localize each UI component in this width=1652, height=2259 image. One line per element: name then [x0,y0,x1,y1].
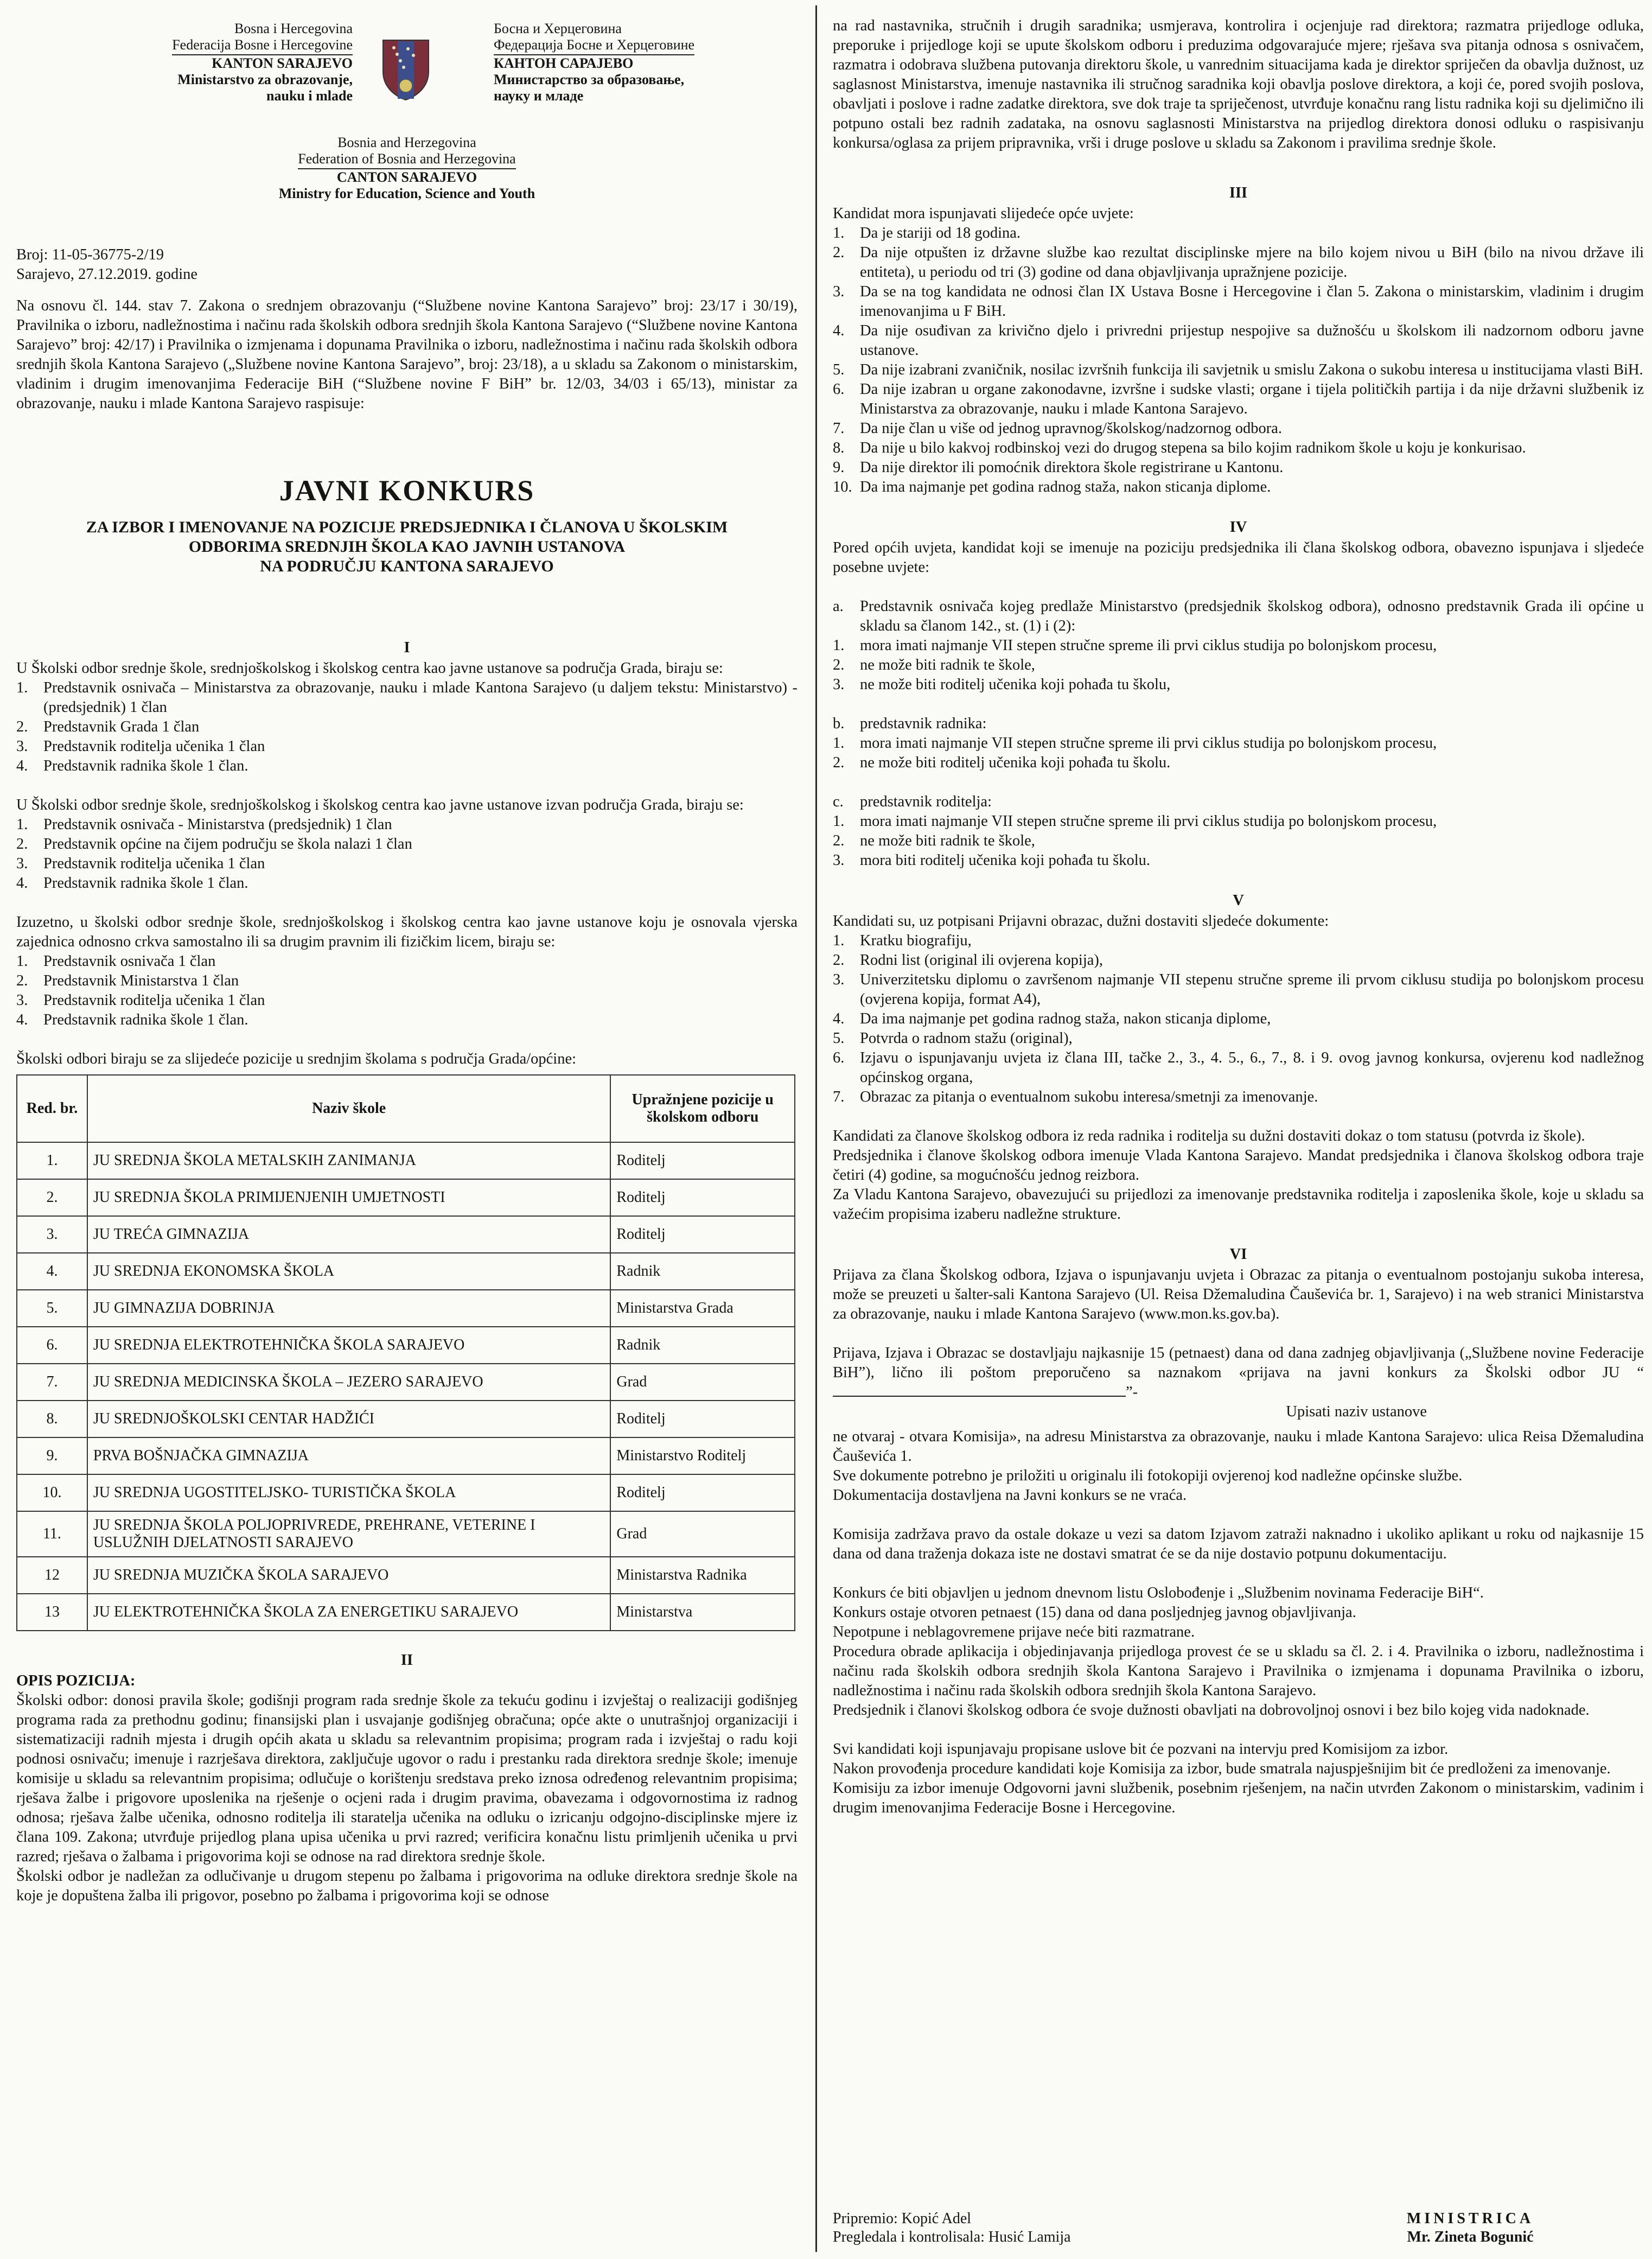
section-paragraph: Svi kandidati koji ispunjavaju propisane uslove bit će pozvani na intervju pred Komisijom za izbor. [833,1741,1449,1758]
section-paragraph: U Školski odbor srednje škole, srednjoškolskog i školskog centra kao javne ustanove izvan područja Grada, biraju se: [16,797,744,813]
list-item: 1. mora imati najmanje VII stepen stručne spreme ili prvi ciklus studija po bolonjskom procesu, [833,735,1437,752]
fill-in-note: Upisati naziv ustanove [1286,1403,1427,1420]
letterhead-latin: Bosna i Hercegovina Federacija Bosne i Hercegovine KANTON SARAJEVO Ministarstvo za obrazovanje, nauku i mlade [172,21,353,104]
row-number-cell: 2. [17,1179,87,1216]
section-paragraph: Prijava za člana Školskog odbora, Izjava o ispunjavanju uvjeta i Obrazac za pitanja o eventualnom postojanju sukoba interesa, može se preuzeti u šalter-sali Kantona Sarajevo (Ul. Reisa Džemaludina Čauševića br. 1, Sarajevo) i na web stranici Ministarstva za obrazovanje, nauku i mlade Kantona Sarajevo (www.mon.ks.gov.ba). [833,1267,1644,1322]
list-item: 1. Predstavnik osnivača - Ministarstva (predsjednik) 1 član [16,816,392,833]
list-item: 3. mora biti roditelj učenika koji pohađa tu školu. [833,852,1151,869]
list-item: 3. Univerzitetsku diplomu o završenom najmanje VII stepenu stručne spreme ili prvom ciklusu studija po bolonjskom procesu (ovjerena kopija, format A4), [833,971,1644,1008]
document-title: JAVNI KONKURS [279,474,535,507]
school-name-cell: JU SREDNJA ELEKTROTEHNIČKA ŠKOLA SARAJEVO [87,1327,611,1364]
list-item: 3. Predstavnik roditelja učenika 1 član [16,992,265,1009]
position-cell: Roditelj [610,1474,795,1511]
section-paragraph: Nakon provođenja procedure kandidati koje Komisija za izbor, bude smatrala najuspješnijim bit će predloženi za imenovanje. [833,1760,1611,1777]
letterhead-cyrillic: Босна и Херцеговина Федерација Босне и Херцеговине КАНТОН САРАЈЕВО Министарство за образовање, науку и младе [494,21,695,104]
table-row [17,1511,795,1557]
table-row [17,1474,795,1511]
coat-of-arms-icon [381,38,431,102]
section-paragraph: Predsjednik i članovi školskog odbora će svoje dužnosti obavljati na dobrovoljnoj osnovi i bez bilo kojeg vida nadoknade. [833,1702,1590,1719]
list-item: 6. Da nije izabran u organe zakonodavne, izvršne i sudske vlasti; organe i tijela političkih partija i da nije državni službenik iz Ministarstva za obrazovanje, nauku i mlade Kantona Sarajevo. [833,381,1644,417]
table-row [17,1594,795,1631]
list-item: 1. mora imati najmanje VII stepen stručne spreme ili prvi ciklus studija po bolonjskom procesu, [833,637,1437,654]
section-paragraph: Procedura obrade aplikacija i objedinjavanja prijedloga provest će se u skladu sa čl. 2. i 4. Pravilnika o izboru, nadležnostima i načinu rada školskih odbora srednjih škola Kantona Sarajevo i Pravilnika o izmjenama i dopunama Pravilnika o izboru, nadležnostima i načinu rada školskih odbora srednjih škola Kantona Sarajevo. [833,1643,1644,1699]
position-cell: Ministarstvo Roditelj [610,1437,795,1474]
reference-number: Broj: 11-05-36775-2/19 [16,246,164,263]
right-column [833,16,1644,2252]
column-divider [815,5,817,2252]
section-heading: IV [1229,519,1247,536]
list-item: 1. mora imati najmanje VII stepen stručne spreme ili prvi ciklus studija po bolonjskom procesu, [833,813,1437,830]
table-row [17,1142,795,1179]
row-number-cell: 6. [17,1327,87,1364]
table-row [17,1216,795,1253]
table-row [17,1401,795,1437]
row-number-cell: 13 [17,1594,87,1631]
section-paragraph: U Školski odbor srednje škole, srednjoškolskog i školskog centra kao javne ustanove sa područja Grada, biraju se: [16,660,723,677]
row-number-cell: 7. [17,1364,87,1401]
list-item: 4. Da ima najmanje pet godina radnog staža, nakon sticanja diplome, [833,1010,1271,1027]
row-number-cell: 8. [17,1401,87,1437]
section-heading: V [1233,892,1244,909]
school-name-cell: JU ELEKTROTEHNIČKA ŠKOLA ZA ENERGETIKU SARAJEVO [87,1594,611,1631]
row-number-cell: 11. [17,1511,87,1557]
list-item: 2. Predstavnik Ministarstva 1 član [16,972,239,989]
signatory-name: Mr. Zineta Bogunić [1407,2229,1534,2245]
list-item: c. predstavnik roditelja: [833,793,992,810]
position-cell: Ministarstva Radnika [610,1557,795,1594]
table-row [17,1437,795,1474]
row-number-cell: 9. [17,1437,87,1474]
section-paragraph: ne otvaraj - otvara Komisija», na adresu Ministarstva za obrazovanje, nauku i mlade Kantona Sarajevo: ulica Reisa Džemaludina Čauševića 1. [833,1428,1644,1465]
section-paragraph: Kandidati za članove školskog odbora iz reda radnika i roditelja su dužni dostaviti dokaz o tom statusu (potvrda iz škole). [833,1128,1585,1144]
section-paragraph: Kandidati su, uz potpisani Prijavni obrazac, dužni dostaviti sljedeće dokumente: [833,913,1329,930]
list-item: 2. Rodni list (original ili ovjerena kopija), [833,952,1103,969]
list-item: 3. Da se na tog kandidata ne odnosi član IX Ustava Bosne i Hercegovine i član 5. Zakona o ministarskim, vladinim i drugim imenovanjima u F BiH. [833,283,1644,320]
section-paragraph: Pored općih uvjeta, kandidat koji se imenuje na poziciju predsjednika ili člana školskog odbora, obavezno ispunjava i sljedeće posebne uvjete: [833,539,1644,576]
school-name-cell: JU SREDNJA MUZIČKA ŠKOLA SARAJEVO [87,1557,611,1594]
school-name-cell: JU SREDNJA ŠKOLA POLJOPRIVREDE, PREHRANE, VETERINE I USLUŽNIH DJELATNOSTI SARAJEVO [87,1511,611,1557]
list-item: 7. Obrazac za pitanja o eventualnom sukobu interesa/smetnji za imenovanje. [833,1089,1318,1105]
position-cell: Roditelj [610,1179,795,1216]
school-name-cell: JU SREDNJA EKONOMSKA ŠKOLA [87,1253,611,1290]
section-paragraph: Konkurs ostaje otvoren petnaest (15) dana od dana posljednjeg javnog objavljivanja. [833,1604,1356,1621]
section-paragraph: Školski odbor: donosi pravila škole; godišnji program rada srednje škole za tekuću godinu i izvještaj o realizaciji godišnjeg programa rada za prethodnu godinu; finansijski plan i usvajanje godišnjeg obračuna; opće akte o unutrašnjoj organizaciji i sistematizaciji radnih mjesta i drugih općih akata u skladu sa relevantnim propisima; program rada i izvještaj o radu koji podnosi osnivaču; imenuje i razrješava direktora, zaključuje ugovor o radu i prestanku rada direktora srednje škole; imenuje komisije u skladu sa relevantnim propisima; odlučuje o korištenju sredstava preko iznosa određenog relevantnim propisima; rješava žalbe i prigovore uposlenika na rješenje o ocjeni rada i drugim pravima, obavezama i odgovornostima iz radnog odnosa; rješava žalbe učenika, odnosno roditelja ili staratelja učenika na odluku o izricanju odgojno-disciplinske mjere iz člana 109. Zakona; utvrđuje prijedlog plana upisa učenika u prvi razred; verificira konačnu listu primljenih učenika u prvi razred; rješava o žalbama i prigovorima koji se odnose na rad direktora srednje škole. [16,1692,798,1865]
list-item: 2. Predstavnik Grada 1 član [16,718,200,735]
column-header: Red. br. [17,1075,87,1142]
table-row [17,1557,795,1594]
section-paragraph: Komisiju za izbor imenuje Odgovorni javni službenik, posebnim rješenjem, na način utvrđen Zakonom o ministarskim, vadinim i drugim imenovanjima Federacije Bosne i Hercegovine. [833,1780,1644,1816]
list-item: 10. Da ima najmanje pet godina radnog staža, nakon sticanja diplome. [833,479,1271,495]
section-paragraph: Sve dokumente potrebno je priložiti u originalu ili fotokopiji ovjerenoj kod nadležne općinske službe. [833,1467,1463,1484]
list-item: 2. ne može biti roditelj učenika koji pohađa tu školu. [833,754,1171,771]
column-header: Naziv škole [87,1075,611,1142]
row-number-cell: 3. [17,1216,87,1253]
list-item: 2. ne može biti radnik te škole, [833,657,1035,673]
section-heading: I [404,639,410,656]
section-heading: III [1229,184,1248,201]
row-number-cell: 10. [17,1474,87,1511]
list-item: 5. Da nije izabrani zvaničnik, nosilac izvršnih funkcija ili savjetnik u smislu Zakona o sukobu interesa u institucijama vlasti BiH. [833,361,1643,378]
signature-block [1394,2210,1546,2247]
list-item: 6. Izjavu o ispunjavanju uvjeta iz člana III, tačke 2., 3., 4. 5., 6., 7., 8. i 9. ovog javnog konkursa, ovjerenu kod nadležnog općinskog organa, [833,1049,1644,1086]
position-cell: Radnik [610,1327,795,1364]
row-number-cell: 5. [17,1290,87,1327]
position-cell: Roditelj [610,1216,795,1253]
reviewed-by: Pregledala i kontrolisala: Husić Lamija [833,2229,1071,2245]
list-item: 3. Predstavnik roditelja učenika 1 član [16,738,265,755]
school-name-cell: PRVA BOŠNJAČKA GIMNAZIJA [87,1437,611,1474]
document-subtitle-line: ODBORIMA SREDNJIH ŠKOLA KAO JAVNIH USTANOVA [188,538,626,556]
school-name-cell: JU SREDNJA ŠKOLA PRIMIJENJENIH UMJETNOSTI [87,1179,611,1216]
school-name-cell: JU SREDNJA MEDICINSKA ŠKOLA – JEZERO SARAJEVO [87,1364,611,1401]
section-paragraph: Za Vladu Kantona Sarajevo, obavezujući su prijedlozi za imenovanje predstavnika roditelja i zaposlenika škole, koje u skladu sa važećim propisima izaberu nadležne strukture. [833,1186,1644,1223]
section-paragraph: Predsjednika i članove školskog odbora imenuje Vlada Kantona Sarajevo. Mandat predsjednika i članova školskog odbora traje četiri (4) godine, sa mogućnošću jednog reizbora. [833,1147,1644,1183]
list-item: 2. ne može biti radnik te škole, [833,832,1035,849]
list-item: 5. Potvrda o radnom stažu (original), [833,1030,1073,1047]
list-item: 7. Da nije član u više od jednog upravnog/školskog/nadzornog odbora. [833,420,1283,437]
letterhead-english: Bosnia and Herzegovina Federation of Bosnia and Herzegovina CANTON SARAJEVO Ministry for Education, Science and Youth [278,135,535,201]
position-cell: Grad [610,1364,795,1401]
list-item: 1. Predstavnik osnivača – Ministarstva za obrazovanje, nauku i mlade Kantona Sarajevo (u daljem tekstu: Ministarstvo) - (predsjednik) 1 član [16,679,798,716]
section-paragraph: Dokumentacija dostavljena na Javni konkurs se ne vraća. [833,1487,1187,1504]
section-paragraph: Komisija zadržava pravo da ostale dokaze u vezi sa datom Izjavom zatraži naknadno i ukoliko aplikant u roku od najkasnije 15 dana od dana traženja dokaza iste ne dostavi smatrat će se da nije dostavio potpunu dokumentaciju. [833,1526,1644,1562]
row-number-cell: 4. [17,1253,87,1290]
section-paragraph: Školski odbor je nadležan za odlučivanje u drugom stepenu po žalbama i prigovorima na odluke direktora srednje škole na koje je dopuštena žalba ili prigovor, posebno po žalbama i prigovorima koji se odnose [16,1868,798,1904]
school-name-cell: JU SREDNJA ŠKOLA METALSKIH ZANIMANJA [87,1142,611,1179]
table-row [17,1290,795,1327]
list-item: 3. Predstavnik roditelja učenika 1 član [16,855,265,872]
left-column [16,16,798,2252]
list-item: 9. Da nije direktor ili pomoćnik direktora škole registrirane u Kantonu. [833,459,1284,476]
list-item: 2. Da nije otpušten iz državne službe kao rezultat disciplinske mjere na bilo kojem nivou u BiH (bilo na nivou države ili entiteta), u periodu od tri (3) godine od dana objavljivanja upražnjene pozicije. [833,244,1644,281]
position-cell: Radnik [610,1253,795,1290]
intro-paragraph: Na osnovu čl. 144. stav 7. Zakona o srednjem obrazovanju (“Službene novine Kantona Sarajevo” broj: 23/17 i 30/19), Pravilnika o izboru, nadležnostima i načinu rada školskih odbora srednjih škola Kantona Sarajevo (“Službene novine Kantona Sarajevo” broj: 42/17) i Pravilnika o izmjenama i dopunama Pravilnika o izboru, nadležnostima i načinu rada školskih odbora srednjih škola Kantona Sarajevo („Službene novine Kantona Sarajevo”, broj: 23/18), a u skladu sa Zakonom o ministarskim, vladinim i drugim imenovanjima Federacije BiH (“Službene novine F BiH” br. 12/03, 34/03 i 65/13), ministar za obrazovanje, nauku i mlade Kantona Sarajevo raspisuje: [16,297,798,412]
document-subtitle-line: NA PODRUČJU KANTONA SARAJEVO [260,557,554,575]
table-row [17,1179,795,1216]
row-number-cell: 12 [17,1557,87,1594]
school-name-cell: JU SREDNJA UGOSTITELJSKO- TURISTIČKA ŠKOLA [87,1474,611,1511]
schools-table [16,1074,795,1631]
position-cell: Roditelj [610,1401,795,1437]
section-paragraph: Izuzetno, u školski odbor srednje škole, srednjoškolskog i školskog centra kao javne ustanove koju je osnovala vjerska zajednica odnosno crkva samostalno ili sa drugim pravnim ili fizičkim licem, biraju se: [16,914,798,950]
school-name-cell: JU TREĆA GIMNAZIJA [87,1216,611,1253]
general-conditions-list [833,224,1644,497]
table-row [17,1327,795,1364]
list-item: 4. Predstavnik radnika škole 1 član. [16,875,248,892]
position-cell: Roditelj [610,1142,795,1179]
documents-list [833,931,1644,1107]
list-item: b. predstavnik radnika: [833,715,987,732]
list-item: 4. Predstavnik radnika škole 1 član. [16,758,248,774]
position-cell: Grad [610,1511,795,1557]
list-item: 4. Predstavnik radnika škole 1 član. [16,1011,248,1028]
section-paragraph: Prijava, Izjava i Obrazac se dostavljaju najkasnije 15 (petnaest) dana od dana zadnjeg objavljivanja („Službene novine Federacije BiH”), lično ili poštom preporučeno sa naznakom «prijava na javni konkurs za Školski odbor JU “”- [833,1345,1644,1401]
table-intro: Školski odbori biraju se za slijedeće pozicije u srednjim školama s područja Grada/općine: [16,1051,577,1067]
section-paragraph: na rad nastavnika, stručnih i drugih saradnika; usmjerava, kontrolira i ocjenjuje rad direktora; razmatra prijedloge odluka, preporuke i prijedloge koji se upute školskom odboru i preduzima odgovarajuće mjere; rješava sva pitanja odnosa s osnivačem, razmatra i odobrava službena putovanja direktoru škole, u vanrednim situacijama kada je direktor spriječen da obavlja dužnost, uz saglasnost Ministarstva, imenuje nastavnika ili stručnog saradnika koji obavlja poslove direktora, a koji će, pored svojih poslova, obavljati i poslove i radne zadatke direktora, sve dok traje ta spriječenost, utvrđuje konačnu rang listu radnika koji su djelimično ili potpuno ostali bez radnih zadataka, na osnovu saglasnosti Ministarstva na prijedlog direktora donosi odluku o raspisivanju konkursa/oglasa za prijem pripravnika, vrši i druge poslove u skladu sa Zakonom i pravilima srednje škole. [833,17,1644,151]
list-item: 1. Predstavnik osnivača 1 član [16,953,216,970]
column-header: Upražnjene pozicije u školskom odboru [610,1075,795,1142]
letterhead [16,16,798,212]
row-number-cell: 1. [17,1142,87,1179]
table-header-row [17,1075,795,1142]
section-paragraph: Nepotpune i neblagovremene prijave neće biti razmatrane. [833,1624,1195,1640]
list-item: 2. Predstavnik općine na čijem području se škola nalazi 1 član [16,836,412,852]
section-paragraph: Konkurs će biti objavljen u jednom dnevnom listu Oslobođenje i „Službenim novinama Federacije BiH“. [833,1585,1484,1601]
table-row [17,1364,795,1401]
list-item: 8. Da nije u bilo kakvoj rodbinskoj vezi do drugog stepena sa bilo kojim radnikom škole u koju je konkurisao. [833,440,1526,456]
reference-date: Sarajevo, 27.12.2019. godine [16,266,198,283]
list-item: 1. Da je stariji od 18 godina. [833,225,1021,241]
section-label: OPIS POZICIJA: [16,1672,136,1689]
list-item: 1. Kratku biografiju, [833,932,972,949]
list-item: 4. Da nije osuđivan za krivično djelo i privredni prijestup nespojive sa dužnošću u školskom ili nadzornom odboru javne ustanove. [833,322,1644,359]
prepared-by-block [833,2210,1071,2247]
position-cell: Ministarstva [610,1594,795,1631]
school-name-cell: JU SREDNJOŠKOLSKI CENTAR HADŽIĆI [87,1401,611,1437]
signatory-role: MINISTRICA [1406,2210,1534,2227]
prepared-by: Pripremio: Kopić Adel [833,2210,972,2227]
table-row [17,1253,795,1290]
list-item: 3. ne može biti roditelj učenika koji pohađa tu školu, [833,676,1171,693]
section-paragraph: Kandidat mora ispunjavati slijedeće opće uvjete: [833,205,1134,222]
section-heading: II [400,1652,413,1669]
list-item: a. Predstavnik osnivača kojeg predlaže Ministarstvo (predsjednik školskog odbora), odnosno predstavnik Grada ili općine u skladu sa članom 142., st. (1) i (2): [833,598,1644,634]
school-name-cell: JU GIMNAZIJA DOBRINJA [87,1290,611,1327]
section-heading: VI [1229,1246,1247,1263]
document-subtitle-line: ZA IZBOR I IMENOVANJE NA POZICIJE PREDSJEDNIKA I ČLANOVA U ŠKOLSKIM [86,518,728,536]
position-cell: Ministarstva Grada [610,1290,795,1327]
